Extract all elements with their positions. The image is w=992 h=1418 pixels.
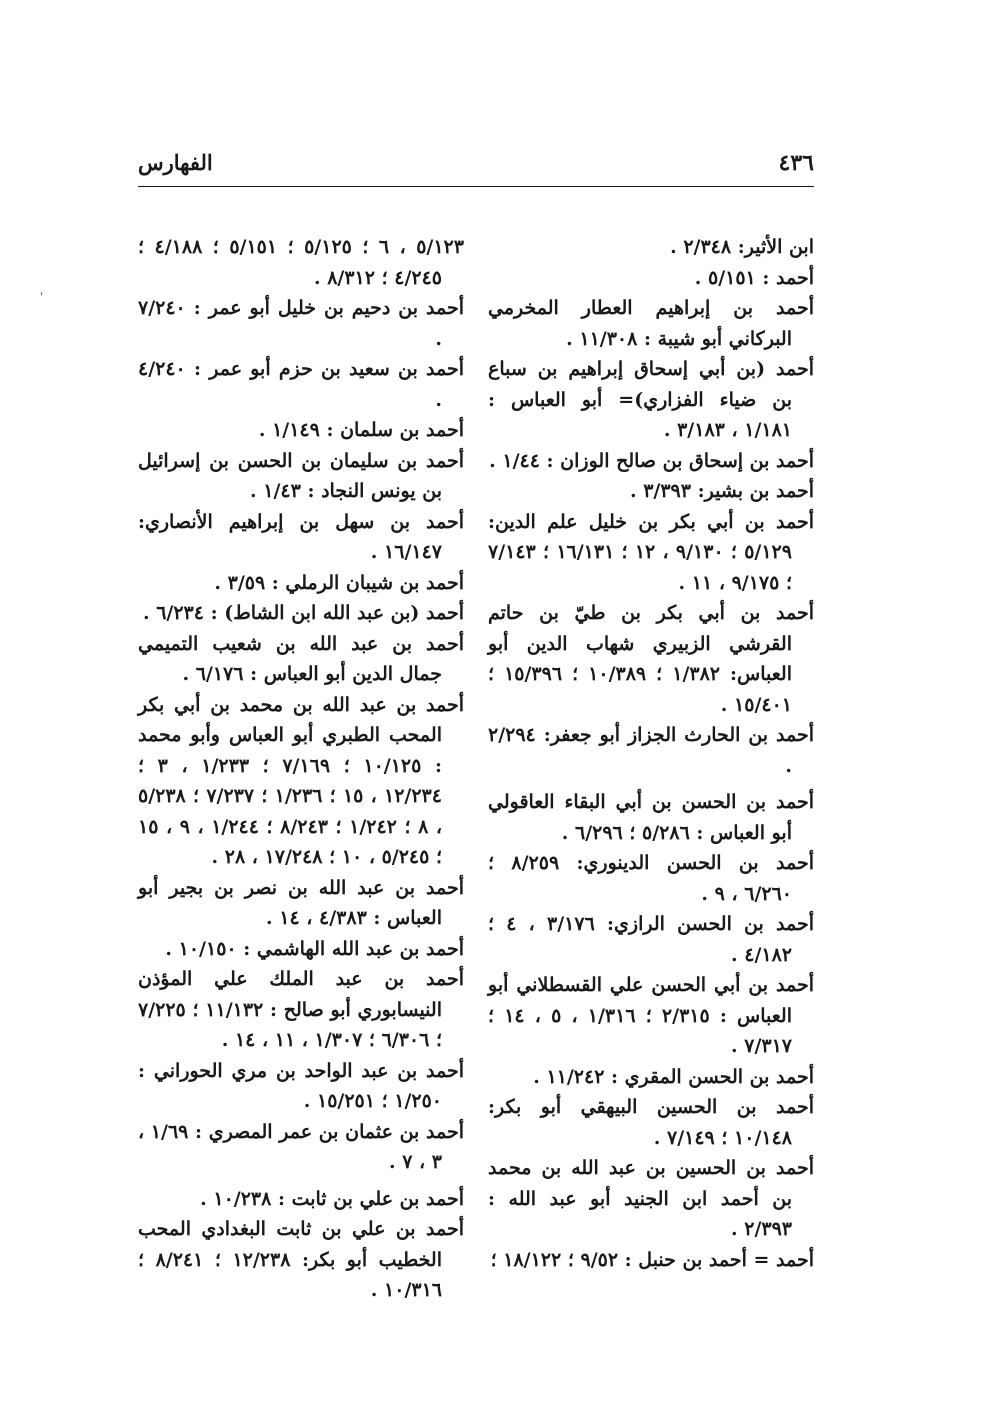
index-entry: أحمد بن أبي بكر بن طيّ بن حاتم القرشي الزبيري شهاب الدين أبو العباس: ١/٣٨٢ ؛ ١٠/٣٨٩ ؛ ١٥/٣٩٦ ؛ ١٥/٤٠١ . xyxy=(488,602,814,716)
index-entry: أحمد بن عبد الملك علي المؤذن النيسابوري أبو صالح : ١١/١٣٢ ؛ ٧/٢٢٥ ؛ ٦/٣٠٦ ؛ ١/٣٠٧ ، ١١ ، ١٤ . xyxy=(138,968,464,1051)
index-entry: أحمد بن إسحاق بن صالح الوزان : ١/٤٤ . xyxy=(489,449,814,472)
index-entry: أحمد بن عثمان بن عمر المصري : ١/٦٩ ، ٣ ، ٧ . xyxy=(138,1120,464,1173)
index-entry: أحمد بن عبد الله الهاشمي : ١٠/١٥٠ . xyxy=(165,937,464,960)
index-entry: أحمد بن عبد الله بن شعيب التميمي جمال الدين أبو العباس : ٦/١٧٦ . xyxy=(138,632,464,685)
index-entry: أحمد بن الحسن بن أبي البقاء العاقولي أبو العباس : ٥/٢٨٦ ؛ ٦/٢٩٦ . xyxy=(488,791,814,844)
index-entry: أحمد = أحمد بن حنبل : ٩/٥٢ ؛ ١٨/١٢٢ ؛ xyxy=(490,1248,814,1271)
index-entry: أحمد بن سلمان : ١/١٤٩ . xyxy=(258,419,464,441)
index-entry: أحمد بن بشير: ٣/٣٩٣ . xyxy=(629,480,814,502)
index-entry: أحمد بن عبد الله بن محمد بن أبي بكر المحب الطبري أبو العباس وأبو محمد : ١٠/١٢٥ ؛ ٧/١٦٩ ؛ ١/٢٣٣ ، ٣ ؛ ١٢/٢٣٤ ، ١٥ ؛ ١/٢٣٦ ؛ ٧/٢٣٧ ؛ ٥/٢٣٨ ، ٨ ؛ ١/٢٤٢ ؛ ٨/٢٤٣ ؛ ١/٢٤٤ ، ٩ ، ١٥ ؛ ٥/٢٤٥ ، ١٠ ؛ ١٧/٢٤٨ ، ٢٨ . xyxy=(138,693,464,868)
index-entry: أحمد بن عبد الواحد بن مري الحوراني : ١/٢٥٠ ؛ ١٥/٢٥١ . xyxy=(138,1059,464,1112)
index-entry: أحمد (بن عبد الله ابن الشاط) : ٦/٢٣٤ . xyxy=(142,602,464,624)
index-entry: أحمد بن علي بن ثابت البغدادي المحب الخطيب أبو بكر: ١٢/٢٣٨ ؛ ٨/٢٤١ ؛ ١٠/٣١٦ . xyxy=(138,1218,464,1301)
index-entry-continued: ٥/١٢٣ ، ٦ ؛ ٥/١٢٥ ؛ ٥/١٥١ ؛ ٤/١٨٨ ؛ ٤/٢٤٥ ؛ ٨/٣١٢ . xyxy=(138,236,464,289)
page-header xyxy=(138,150,814,184)
index-entry: أحمد : ٥/١٥١ . xyxy=(694,266,814,289)
running-title: الفهارس xyxy=(138,150,213,175)
page-number: ٤٣٦ xyxy=(778,150,814,176)
index-entry: أحمد بن علي بن ثابت : ١٠/٢٣٨ . xyxy=(200,1187,464,1210)
index-entry: أحمد بن أبي بكر بن خليل علم الدين: ٥/١٢٩ ؛ ٩/١٣٠ ، ١٢ ؛ ١٦/١٣١ ؛ ٧/١٤٣ ؛ ٩/١٧٥ ، ١١ . xyxy=(488,510,814,594)
index-entry: أحمد بن الحارث الجزاز أبو جعفر: ٢/٢٩٤ . xyxy=(488,724,814,777)
index-entry: أحمد بن سليمان بن الحسن بن إسرائيل بن يونس النجاد : ١/٤٣ . xyxy=(138,449,464,502)
margin-mark: ' xyxy=(40,290,44,304)
index-entry: أحمد بن أبي الحسن علي القسطلاني أبو العباس : ٢/٣١٥ ؛ ١/٣١٦ ، ٥ ، ١٤ ؛ ٧/٣١٧ . xyxy=(488,974,814,1057)
index-entry: ابن الأثير: ٢/٣٤٨ . xyxy=(670,236,814,258)
index-entry: أحمد بن سهل بن إبراهيم الأنصاري: ١٦/١٤٧ . xyxy=(138,510,464,563)
header-rule xyxy=(138,186,814,187)
index-entry: أحمد بن إبراهيم العطار المخرمي البركاني أبو شيبة : ١١/٣٠٨ . xyxy=(488,297,814,350)
index-entry: أحمد بن الحسين بن عبد الله بن محمد بن أحمد ابن الجنيد أبو عبد الله : ٢/٣٩٣ . xyxy=(488,1157,814,1240)
index-entry: أحمد بن الحسين البيهقي أبو بكر: ١٠/١٤٨ ؛ ٧/١٤٩ . xyxy=(488,1096,814,1149)
index-entry: أحمد بن سعيد بن حزم أبو عمر : ٤/٢٤٠ . xyxy=(138,358,464,411)
index-column-right xyxy=(488,232,814,1275)
index-entry: أحمد بن الحسن الرازي: ٣/١٧٦ ، ٤ ؛ ٤/١٨٢ . xyxy=(488,913,814,966)
index-entry: أحمد بن شيبان الرملي : ٣/٥٩ . xyxy=(214,571,464,594)
index-entry: أحمد بن عبد الله بن نصر بن بجير أبو العباس : ٤/٣٨٣ ، ١٤ . xyxy=(138,876,464,929)
index-entry: أحمد بن دحيم بن خليل أبو عمر : ٧/٢٤٠ . xyxy=(138,297,464,350)
index-entry: أحمد بن الحسن المقري : ١١/٢٤٢ . xyxy=(533,1065,814,1088)
index-entry: أحمد بن الحسن الدينوري: ٨/٢٥٩ ؛ ٦/٢٦٠ ، ٩ . xyxy=(488,852,814,905)
index-column-left xyxy=(138,232,464,1306)
index-entry: أحمد (بن أبي إسحاق إبراهيم بن سباع بن ضياء الفزاري)= أبو العباس : ١/١٨١ ، ٣/١٨٣ . xyxy=(488,358,814,441)
